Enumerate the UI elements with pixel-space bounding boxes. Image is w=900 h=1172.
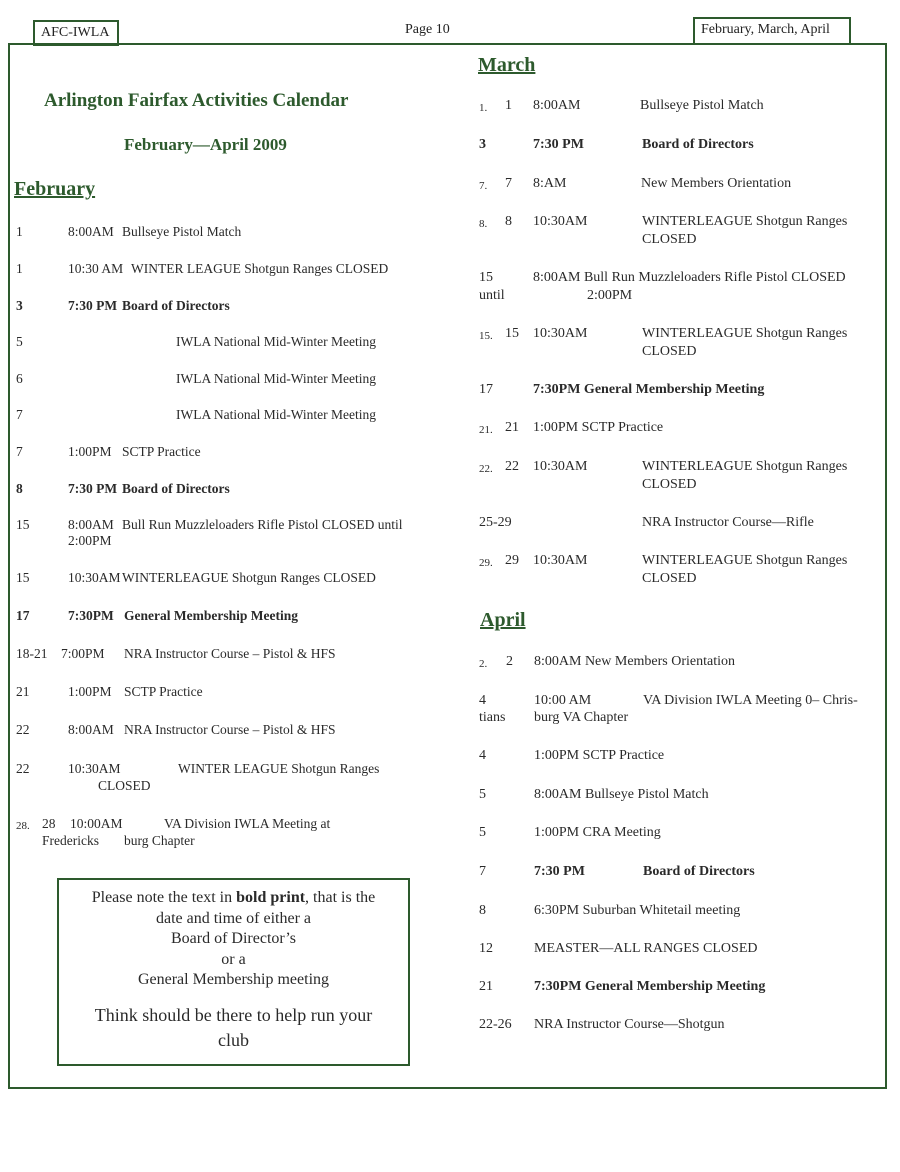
- event-description: General Membership Meeting: [124, 608, 298, 623]
- event-location-prefix: Fredericks: [42, 833, 99, 848]
- event-time: 7:00PM: [61, 646, 105, 661]
- note-line: Think should be there to help run your: [94, 1004, 373, 1025]
- mar-event-row: [479, 269, 879, 303]
- feb-event-row: [16, 760, 456, 794]
- event-day: 4: [479, 748, 486, 763]
- event-description: SCTP Practice: [124, 684, 203, 699]
- event-day: 2.: [479, 658, 488, 670]
- event-time: 1:00PM: [68, 444, 112, 459]
- event-description-continued: CLOSED: [642, 477, 697, 492]
- event-day-number: 8: [505, 214, 512, 229]
- event-time: 8:00AM: [533, 98, 581, 113]
- event-time: 10:00 AM: [534, 693, 592, 708]
- event-day-number: 21: [505, 420, 519, 435]
- event-time: 8:00AM: [68, 224, 114, 239]
- event-day: 5: [16, 334, 23, 349]
- event-time: NRA Instructor Course—Shotgun: [534, 1017, 725, 1032]
- event-day: 28.: [16, 820, 30, 832]
- event-description: Bull Run Muzzleloaders Rifle Pistol CLOSED until: [122, 517, 403, 532]
- note-line: or a: [221, 950, 246, 968]
- event-day-number: 15: [505, 326, 519, 341]
- event-day: 1: [16, 261, 23, 276]
- event-day: 21.: [479, 424, 493, 436]
- event-description: Board of Directors: [122, 481, 230, 496]
- event-description: NRA Instructor Course – Pistol & HFS: [124, 722, 336, 737]
- event-time: 10:00AM: [70, 816, 123, 831]
- event-time: 10:30AM: [68, 761, 121, 776]
- header-left-label: AFC-IWLA: [33, 20, 119, 46]
- event-time: 10:30AM: [533, 553, 588, 568]
- event-day: 8: [16, 481, 23, 496]
- event-description: WINTERLEAGUE Shotgun Ranges: [642, 553, 848, 568]
- event-day: 3: [479, 137, 486, 152]
- event-time: 1:00PM: [68, 684, 112, 699]
- event-time: 7:30 PM: [68, 298, 118, 313]
- calendar-subtitle: February—April 2009: [124, 135, 287, 154]
- event-description: Bullseye Pistol Match: [122, 224, 242, 239]
- event-description: NRA Instructor Course—Rifle: [642, 515, 814, 530]
- event-time: 7:30PM General Membership Meeting: [533, 382, 765, 397]
- event-day: 3: [16, 298, 23, 313]
- event-description: WINTERLEAGUE Shotgun Ranges: [642, 214, 848, 229]
- event-day: 22-26: [479, 1017, 512, 1032]
- mar-event-row: [479, 213, 879, 247]
- event-day: 15: [16, 570, 30, 585]
- event-description: IWLA National Mid-Winter Meeting: [176, 334, 377, 349]
- event-day: 7.: [479, 180, 488, 192]
- event-description-continued: CLOSED: [642, 344, 697, 359]
- event-day: 8: [479, 903, 486, 918]
- event-description: WINTER LEAGUE Shotgun Ranges CLOSED: [131, 261, 389, 276]
- event-day: 22: [16, 761, 30, 776]
- feb-event-row: [16, 516, 456, 550]
- event-time: 1:00PM CRA Meeting: [534, 825, 661, 840]
- event-description: VA Division IWLA Meeting at: [164, 816, 331, 831]
- event-time: 6:30PM Suburban Whitetail meeting: [534, 903, 741, 918]
- event-day: 15.: [479, 330, 493, 342]
- month-heading-april: April: [480, 609, 526, 631]
- note-line: Board of Director’s: [171, 930, 296, 947]
- event-time: 7:30 PM: [68, 481, 118, 496]
- event-day: 17: [16, 608, 30, 623]
- event-description: VA Division IWLA Meeting 0– Chris-: [643, 693, 858, 708]
- event-description: IWLA National Mid-Winter Meeting: [176, 371, 377, 386]
- event-time: 7:30PM General Membership Meeting: [534, 979, 766, 994]
- event-time-continued: burg VA Chapter: [534, 710, 629, 725]
- event-description: WINTERLEAGUE Shotgun Ranges: [642, 459, 848, 474]
- event-day: 15: [16, 517, 30, 532]
- event-day-number: 7: [505, 176, 512, 191]
- event-day: 4: [479, 693, 486, 708]
- event-day-number: 22: [505, 459, 519, 474]
- event-description-continued: 2:00PM: [68, 533, 112, 548]
- event-day: 21: [16, 684, 30, 699]
- event-day: 1: [16, 224, 23, 239]
- event-time: 8:00AM New Members Orientation: [534, 654, 736, 669]
- header-right-label: February, March, April: [693, 17, 851, 45]
- event-time: 8:00AM Bullseye Pistol Match: [534, 787, 709, 802]
- event-time: 10:30AM: [533, 459, 588, 474]
- note-line: date and time of either a: [155, 909, 312, 927]
- event-time: 7:30 PM: [533, 137, 584, 152]
- event-day: 7: [16, 407, 23, 422]
- event-day: 18-21: [16, 646, 48, 661]
- event-day-continued: tians: [479, 710, 506, 725]
- note-line: Please note the text in bold print, that is the: [91, 889, 376, 906]
- event-description: NRA Instructor Course – Pistol & HFS: [124, 646, 336, 661]
- event-description-continued: burg Chapter: [124, 833, 195, 848]
- mar-event-row: [479, 325, 879, 359]
- event-time-continued: 2:00PM: [587, 288, 633, 303]
- event-description: WINTER LEAGUE Shotgun Ranges: [178, 761, 380, 776]
- event-day-number: 2: [506, 654, 513, 669]
- event-description-continued: CLOSED: [98, 778, 151, 793]
- event-description-continued: CLOSED: [642, 232, 697, 247]
- event-time: 10:30AM: [68, 570, 121, 585]
- event-description: WINTERLEAGUE Shotgun Ranges: [642, 326, 848, 341]
- event-time: 7:30 PM: [534, 864, 585, 879]
- event-day: 22.: [479, 463, 493, 475]
- event-day: 29.: [479, 557, 493, 569]
- event-time: 1:00PM SCTP Practice: [534, 748, 665, 763]
- event-time: 8:00AM Bull Run Muzzleloaders Rifle Pistol CLOSED: [533, 270, 846, 285]
- note-line: General Membership meeting: [137, 971, 330, 988]
- event-day: 7: [16, 444, 23, 459]
- event-time: MEASTER—ALL RANGES CLOSED: [534, 941, 758, 956]
- event-day: 17: [479, 382, 493, 397]
- event-time: 10:30AM: [533, 326, 588, 341]
- event-day-number: 28: [42, 816, 56, 831]
- page-number: Page 10: [405, 22, 450, 37]
- event-day: 6: [16, 371, 23, 386]
- calendar-title: Arlington Fairfax Activities Calendar: [44, 90, 349, 111]
- event-time: 7:30PM: [68, 608, 114, 623]
- apr-event-row: [479, 692, 879, 726]
- event-time: 8:00AM: [68, 517, 114, 532]
- event-description: Board of Directors: [642, 137, 754, 152]
- event-day: 12: [479, 941, 493, 956]
- event-day: 25-29: [479, 515, 512, 530]
- event-description: IWLA National Mid-Winter Meeting: [176, 407, 377, 422]
- event-description: Board of Directors: [643, 864, 755, 879]
- event-time: 8:AM: [533, 176, 567, 191]
- mar-event-row: [479, 458, 879, 492]
- event-day: 22: [16, 722, 30, 737]
- event-day-number: 29: [505, 553, 519, 568]
- event-description: Board of Directors: [122, 298, 230, 313]
- event-day: 5: [479, 787, 486, 802]
- note-line: club: [218, 1029, 249, 1050]
- event-time: 10:30 AM: [68, 261, 124, 276]
- event-day: 8.: [479, 218, 488, 230]
- event-day-until: until: [479, 288, 505, 303]
- event-description: New Members Orientation: [641, 176, 792, 191]
- feb-event-row: [16, 815, 456, 849]
- event-description: Bullseye Pistol Match: [640, 98, 764, 113]
- event-time: 8:00AM: [68, 722, 114, 737]
- event-time: 1:00PM SCTP Practice: [533, 420, 664, 435]
- bold-print-note-box: [57, 878, 410, 1066]
- event-day: 7: [479, 864, 486, 879]
- month-heading-march: March: [478, 54, 536, 76]
- event-description: WINTERLEAGUE Shotgun Ranges CLOSED: [122, 570, 376, 585]
- event-description: SCTP Practice: [122, 444, 201, 459]
- event-day: 5: [479, 825, 486, 840]
- event-description-continued: CLOSED: [642, 571, 697, 586]
- event-day: 15: [479, 270, 493, 285]
- mar-event-row: [479, 552, 879, 586]
- event-day: 21: [479, 979, 493, 994]
- event-time: 10:30AM: [533, 214, 588, 229]
- month-heading-february: February: [14, 178, 96, 200]
- event-day: 1.: [479, 102, 488, 114]
- event-day-number: 1: [505, 98, 512, 113]
